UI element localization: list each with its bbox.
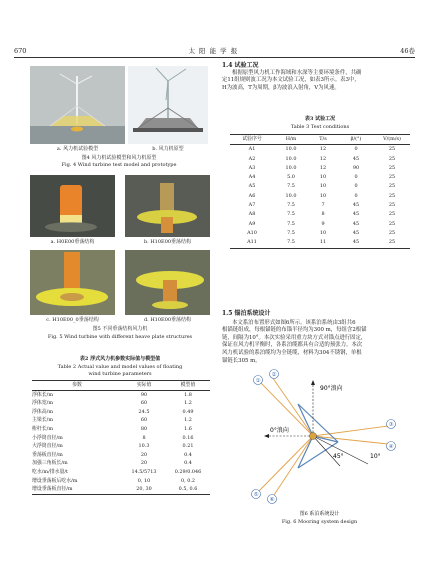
t3-cell: 10 [319, 174, 327, 181]
section-1-4 [222, 62, 417, 92]
t2-row [32, 408, 210, 417]
label-10: 10° [370, 453, 381, 460]
t2-cell: 小浮筒直径/m [32, 434, 63, 441]
table2-caption-cn: 表2 浮式风力机参数实际值与模型值 [79, 356, 161, 362]
table3-header-row [230, 135, 410, 145]
volume: 46卷 [400, 47, 415, 55]
t3-cell: 25 [388, 202, 396, 209]
t2-cell: 90 [140, 391, 148, 398]
photo-h10e00-d [125, 250, 210, 315]
photo-test-model [30, 66, 125, 144]
t2-cell: 14.5/5713 [131, 468, 157, 475]
fig5d-caption: d. H10E00垂荡结构 [143, 317, 192, 323]
header-rule [14, 57, 415, 58]
sec15-line4: 保证在风力机平衡时，各系泊缆都具有合适的预张力。本次 [222, 342, 363, 349]
t2-cell: 20, 30 [122, 485, 166, 494]
t2-cell: 0.21 [182, 443, 194, 450]
t2-cell: 1.8 [184, 391, 192, 398]
sec14-line1: 根据原型风力机工作海域和水深等主要环境条件，共确 [232, 69, 362, 76]
t3-cell: 7 [321, 202, 325, 209]
fig6-caption-cn: 图6 系泊系统设计 [299, 511, 340, 517]
t2-cell: 0.4 [184, 451, 192, 458]
t2-cell: 8 [142, 434, 146, 441]
t3-cell: 10.0 [285, 146, 297, 153]
t3-cell: 0 [354, 192, 358, 199]
t2-cell: 浮体长/m [32, 391, 53, 398]
t3-cell: 10.0 [285, 155, 297, 162]
t2-cell: 主梁长/m [32, 417, 53, 424]
t3-cell: 45 [352, 211, 360, 218]
t3-row [230, 145, 410, 155]
photo-prototype [128, 66, 208, 144]
table2-header-row [32, 381, 210, 391]
t2-cell: 0.16 [182, 434, 194, 441]
t3-cell: 10 [319, 229, 327, 236]
t3-col-t: T/s [308, 135, 338, 145]
t3-cell: 10.0 [285, 164, 297, 171]
node-6: ⑥ [269, 497, 275, 503]
table3-body [230, 145, 410, 248]
t2-row [32, 485, 210, 494]
label-0: 0°浪向 [270, 427, 289, 434]
sec15-line6: 锚链长305 m。 [222, 357, 261, 364]
t3-row [230, 164, 410, 173]
t2-row [32, 390, 210, 399]
t3-cell: 25 [388, 174, 396, 181]
t3-cell: 25 [388, 229, 396, 236]
t2-cell: 24.5 [138, 408, 150, 415]
t2-row [32, 451, 210, 460]
t2-cell: 20 [140, 460, 148, 467]
t2-cell: 10.3 [138, 443, 150, 450]
t3-cell: 45 [352, 202, 360, 209]
prototype-drawing [128, 66, 208, 144]
t2-cell: 增设垂荡板后吃水/m [32, 477, 78, 484]
t3-cell: 25 [388, 211, 396, 218]
h10e00-0-drawing [30, 250, 115, 315]
fig4a-caption: a. 风力机试验模型 [56, 146, 99, 152]
t3-cell: 25 [374, 238, 410, 248]
t2-col-model: 模型值 [166, 381, 210, 391]
table3-caption-cn: 表3 试验工况 [304, 116, 336, 122]
section-1-5 [222, 310, 417, 365]
t2-cell: 1.2 [184, 400, 192, 407]
t2-col-param: 参数 [32, 381, 122, 391]
t3-cell: 7.5 [287, 220, 295, 227]
t2-col-actual: 实际值 [122, 381, 166, 391]
label-90: 90°浪向 [320, 385, 343, 392]
fig4-caption-cn: 图4 风力机试验模型和风力机原型 [81, 155, 157, 161]
fig5-caption-en: Fig. 5 Wind turbine with different heave plate structures [47, 334, 193, 340]
section-1-5-title: 1.5 锚泊系统设计 [222, 310, 271, 317]
sec15-line3: 链，间隔为10°。本次实验采用重力块方式对锚点进行固定， [222, 334, 367, 341]
t2-cell: 60 [140, 400, 148, 407]
table2-caption-en2: wind turbine parameters [88, 371, 152, 377]
t3-cell: A4 [248, 174, 256, 181]
t2-row [32, 399, 210, 408]
h10e00-drawing [125, 175, 210, 237]
table-3 [230, 134, 410, 249]
photo-h10e00 [125, 175, 210, 237]
t3-col-beta: β/(°) [338, 135, 374, 145]
node-3: ③ [388, 422, 394, 428]
t3-cell: A10 [247, 229, 257, 236]
t3-cell: A1 [248, 146, 256, 153]
t3-cell: 7.5 [287, 229, 295, 236]
sec14-line2: 定11组规则波工况为本文试验工况，如表3所示。表3中， [222, 77, 360, 84]
sec15-line5: 风力机试验的系泊缆均为全链缆，材料为304不锈钢，单根 [222, 349, 362, 356]
t2-cell: 0.5, 0.6 [166, 485, 210, 494]
table2-body [32, 390, 210, 494]
t3-cell: 5.0 [287, 174, 295, 181]
t3-cell: 45 [352, 229, 360, 236]
t3-row [230, 155, 410, 164]
h0e00-drawing [30, 175, 115, 237]
mooring-svg [228, 368, 413, 506]
fig6-caption-en: Fig. 6 Mooring system design [281, 519, 358, 525]
t3-cell: 45 [338, 238, 374, 248]
t3-cell: 7.5 [287, 211, 295, 218]
sec15-line2: 根锚链组成，每根锚链的布锚半径均为300 m，每组含2根锚 [222, 327, 367, 334]
sec15-line1: 本文系泊布置形式如图6所示。该系泊系统由3组共6 [232, 319, 356, 326]
section-1-4-title: 1.4 试验工况 [222, 62, 259, 69]
t3-cell: 0 [354, 183, 358, 190]
t3-col-id: 试验序号 [230, 135, 274, 145]
t3-cell: 10 [319, 183, 327, 190]
t3-cell: 12 [319, 146, 327, 153]
t2-cell: 大浮筒直径/m [32, 443, 63, 450]
t3-cell: A11 [230, 238, 274, 248]
t2-cell: 垂荡板直径/m [32, 451, 63, 458]
journal-title: 太 阳 能 学 报 [188, 47, 239, 55]
t2-row [32, 442, 210, 451]
t2-cell: 1.6 [184, 425, 192, 432]
t3-cell: 90 [352, 164, 360, 171]
t3-cell: A5 [248, 183, 256, 190]
t2-cell: 0.29/0.046 [174, 468, 202, 475]
h10e00-d-drawing [125, 250, 210, 315]
t2-cell: 80 [140, 425, 148, 432]
t3-row [230, 201, 410, 210]
t3-cell: 7.5 [274, 238, 308, 248]
t3-cell: 25 [388, 146, 396, 153]
photo-h0e00 [30, 175, 115, 237]
t2-cell: 1.2 [184, 417, 192, 424]
node-2: ② [271, 372, 277, 378]
t2-cell: 0, 10 [137, 477, 151, 484]
t2-row [32, 459, 210, 468]
fig5-caption-cn: 图5 不同垂荡结构风力机 [92, 326, 148, 332]
t2-row [32, 434, 210, 443]
t3-cell: A3 [248, 164, 256, 171]
t3-cell: 7.5 [287, 183, 295, 190]
t3-cell: 0 [354, 146, 358, 153]
t2-cell: 0.49 [182, 408, 194, 415]
node-1: ① [255, 378, 261, 384]
table3-caption-en: Table 3 Test conditions [290, 124, 350, 130]
t2-row [32, 416, 210, 425]
t3-cell: A9 [248, 220, 256, 227]
t3-cell: 8 [321, 211, 325, 218]
sec14-line3: H为波高，T为周期，β为波浪入射角，V为风速。 [222, 84, 340, 91]
fig5b-caption: b. H10E00垂荡结构 [143, 239, 192, 245]
page-number: 670 [14, 46, 27, 55]
t3-cell: 25 [388, 220, 396, 227]
t2-cell: 20 [140, 451, 148, 458]
t3-cell: 45 [352, 220, 360, 227]
t3-row [230, 173, 410, 182]
t3-row [230, 210, 410, 219]
t3-row [230, 238, 410, 248]
t3-cell: 12 [319, 155, 327, 162]
t3-row [230, 182, 410, 191]
t3-cell: 0 [354, 174, 358, 181]
fig4-caption-en: Fig. 4 Wind turbine test model and prototype [61, 162, 177, 168]
table-2 [32, 380, 210, 495]
t3-cell: 25 [388, 155, 396, 162]
node-4: ④ [388, 444, 394, 450]
page-header [14, 45, 415, 56]
mooring-diagram [228, 368, 413, 506]
fig5a-caption: a. H0E00垂荡结构 [50, 239, 95, 245]
t3-cell: 10 [319, 192, 327, 199]
test-model-drawing [30, 66, 125, 144]
t3-col-h: H/m [274, 135, 308, 145]
t3-cell: 11 [308, 238, 338, 248]
t3-cell: 9 [321, 220, 325, 227]
fig4b-caption: b. 风力机原型 [152, 146, 184, 152]
t3-cell: 25 [388, 183, 396, 190]
t3-cell: A6 [248, 192, 256, 199]
node-5: ⑤ [253, 492, 259, 498]
t2-cell: 桁杆长/m [32, 425, 53, 432]
label-45: 45° [333, 453, 344, 460]
t3-cell: 10.0 [285, 192, 297, 199]
t2-cell: 60 [140, 417, 148, 424]
table2-caption-en1: Table 2 Actual value and model values of floating [57, 364, 183, 370]
fig5c-caption: c. H10E00_0垂荡结构 [46, 317, 99, 323]
t2-row [32, 425, 210, 434]
t2-cell: 0, 0.2 [181, 477, 195, 484]
t2-cell: 浮体高/m [32, 408, 53, 415]
t3-cell: 12 [319, 164, 327, 171]
t3-cell: 25 [388, 192, 396, 199]
t2-row [32, 477, 210, 486]
t3-col-v: V/(m/s) [374, 135, 410, 145]
t2-cell: 0.4 [184, 460, 192, 467]
t3-cell: 25 [388, 164, 396, 171]
t2-row [32, 468, 210, 477]
photo-h10e00-0 [30, 250, 115, 315]
t2-cell: 增设垂荡板直径/m [32, 485, 122, 494]
t3-cell: A7 [248, 202, 256, 209]
t3-row [230, 192, 410, 201]
t3-cell: A2 [248, 155, 256, 162]
t3-row [230, 229, 410, 238]
t3-row [230, 220, 410, 229]
t2-cell: 浮体宽/m [32, 400, 53, 407]
t2-cell: 吃水/m/排水量/t [32, 468, 68, 475]
t2-cell: 加强三角板长/m [32, 460, 68, 467]
t3-cell: 7.5 [287, 202, 295, 209]
t3-cell: A8 [248, 211, 256, 218]
t3-cell: 45 [352, 155, 360, 162]
